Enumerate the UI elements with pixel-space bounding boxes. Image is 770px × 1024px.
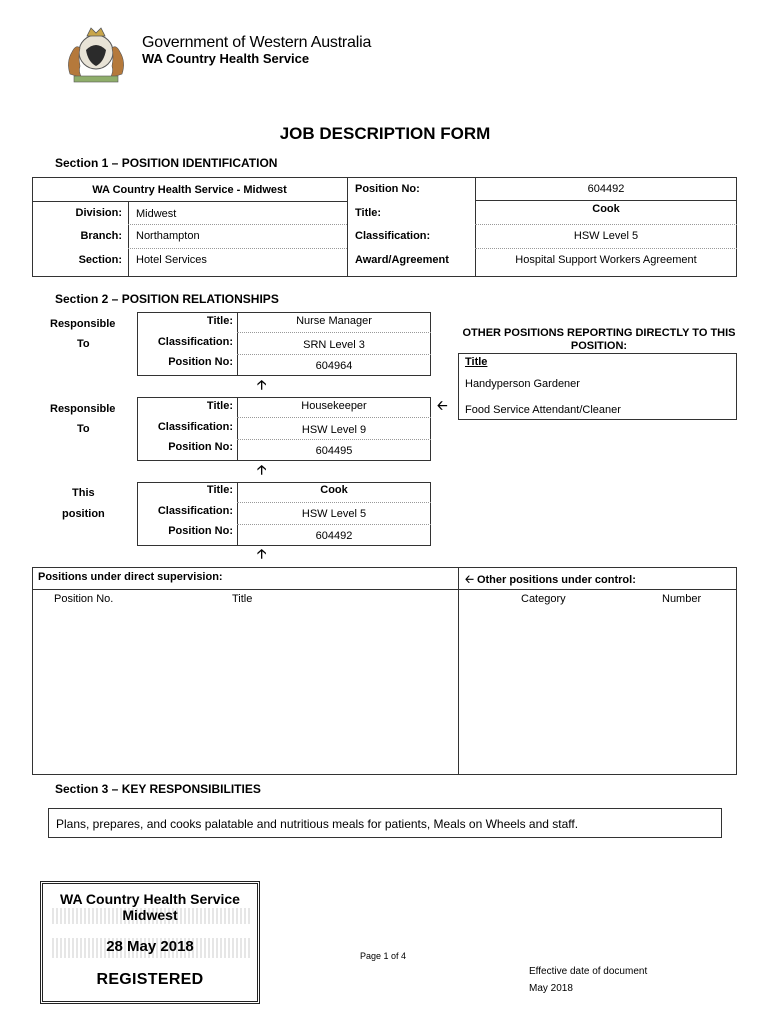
box3-pos-label: Position No: bbox=[168, 525, 233, 537]
other-control-label: 🡠 Other positions under control: bbox=[465, 574, 636, 586]
stamp-date: 28 May 2018 bbox=[106, 938, 194, 955]
section1-heading: Section 1 – POSITION IDENTIFICATION bbox=[55, 156, 278, 170]
section3-heading: Section 3 – KEY RESPONSIBILITIES bbox=[55, 782, 261, 796]
stamp-region: Midwest bbox=[122, 907, 178, 923]
supervision-table bbox=[32, 567, 737, 775]
position-no-column: Position No. bbox=[54, 593, 114, 605]
box2-side-label-b: To bbox=[77, 423, 90, 435]
page-title: JOB DESCRIPTION FORM bbox=[279, 124, 491, 143]
box2-class-value: HSW Level 9 bbox=[301, 424, 367, 436]
category-column: Category bbox=[521, 593, 566, 605]
wa-coat-of-arms-logo bbox=[56, 22, 136, 86]
box2-side-label-a: Responsible bbox=[50, 403, 116, 415]
box3-class-label: Classification: bbox=[157, 505, 233, 517]
direct-supervision-label: Positions under direct supervision: bbox=[38, 571, 223, 583]
classification-label: Classification: bbox=[355, 230, 431, 242]
box1-pos-value: 604964 bbox=[315, 360, 353, 372]
division-value: Midwest bbox=[136, 208, 177, 220]
section2-heading: Section 2 – POSITION RELATIONSHIPS bbox=[55, 292, 279, 306]
box1-side-label-a: Responsible bbox=[50, 318, 116, 330]
number-column: Number bbox=[662, 593, 702, 605]
other-title-column: Title bbox=[465, 356, 488, 368]
box3-title-value: Cook bbox=[320, 484, 348, 496]
stamp-status: REGISTERED bbox=[96, 971, 204, 988]
position-no-value: 604492 bbox=[587, 183, 625, 195]
box1-class-label: Classification: bbox=[157, 336, 233, 348]
up-arrow-icon: 🡡 bbox=[257, 462, 267, 477]
box2-pos-value: 604495 bbox=[315, 445, 353, 457]
box2-pos-label: Position No: bbox=[168, 441, 233, 453]
box1-class-value: SRN Level 3 bbox=[303, 339, 365, 351]
title-label: Title: bbox=[355, 207, 382, 219]
government-name: Government of Western Australia bbox=[142, 34, 372, 51]
key-responsibilities-text: Plans, prepares, and cooks palatable and nutritious meals for patients, Meals on Wheels and staff. bbox=[56, 817, 579, 831]
section-label: Section: bbox=[78, 254, 122, 266]
box1-title-value: Nurse Manager bbox=[296, 315, 372, 327]
other-position-item: Food Service Attendant/Cleaner bbox=[465, 404, 621, 416]
classification-value: HSW Level 5 bbox=[573, 230, 639, 242]
effective-date-value: May 2018 bbox=[529, 983, 573, 994]
left-arrow-icon: 🡠 bbox=[437, 398, 448, 413]
branch-value: Northampton bbox=[136, 230, 200, 242]
award-value: Hospital Support Workers Agreement bbox=[515, 254, 697, 266]
branch-label: Branch: bbox=[80, 230, 122, 242]
other-position-item: Handyperson Gardener bbox=[465, 378, 580, 390]
organisation-name: WA Country Health Service - Midwest bbox=[92, 184, 287, 196]
title-column: Title bbox=[232, 593, 253, 605]
division-label: Division: bbox=[75, 207, 122, 219]
effective-date-label: Effective date of document bbox=[529, 966, 648, 977]
box3-class-value: HSW Level 5 bbox=[301, 508, 367, 520]
box2-title-value: Housekeeper bbox=[301, 400, 367, 412]
box2-class-label: Classification: bbox=[157, 421, 233, 433]
box1-title-label: Title: bbox=[206, 315, 233, 327]
up-arrow-icon: 🡡 bbox=[257, 546, 267, 561]
box3-pos-value: 604492 bbox=[315, 530, 353, 542]
health-service-name: WA Country Health Service bbox=[142, 51, 310, 66]
up-arrow-icon: 🡡 bbox=[257, 377, 267, 392]
title-value: Cook bbox=[592, 203, 620, 215]
box2-title-label: Title: bbox=[206, 400, 233, 412]
other-positions-heading: OTHER POSITIONS REPORTING DIRECTLY TO THIS POSITION: bbox=[462, 327, 736, 352]
section-value: Hotel Services bbox=[136, 254, 207, 266]
position-no-label: Position No: bbox=[355, 183, 420, 195]
box1-side-label-b: To bbox=[77, 338, 90, 350]
box3-title-label: Title: bbox=[206, 484, 233, 496]
box3-side-label-a: This bbox=[72, 487, 95, 499]
box1-pos-label: Position No: bbox=[168, 356, 233, 368]
stamp-service-name: WA Country Health Service bbox=[60, 891, 240, 907]
page-number: Page 1 of 4 bbox=[360, 951, 407, 961]
award-label: Award/Agreement bbox=[355, 254, 449, 266]
box3-side-label-b: position bbox=[62, 508, 105, 520]
